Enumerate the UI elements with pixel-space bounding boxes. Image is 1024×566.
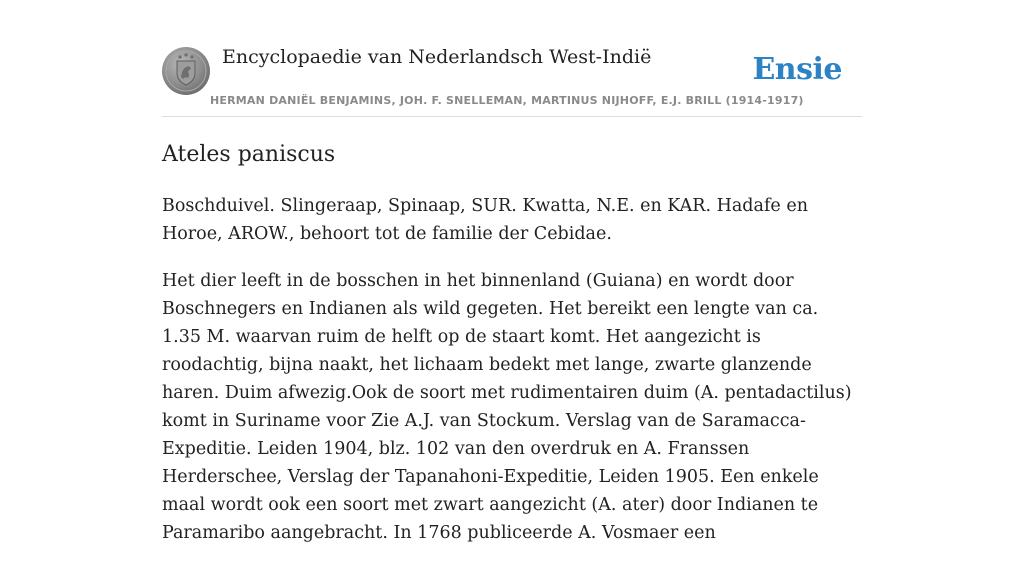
article-paragraph: Het dier leeft in de bosschen in het binnenland (Guiana) en wordt door Boschnegers en Indianen als wild gegeten. Het bereikt een lengte van ca. 1.35 M. waarvan ruim de helft op de staart komt. Het aangezicht is roodachtig, bijna naakt, het lichaam bedekt met lange, zwarte glanzende haren. Duim afwezig.Ook de soort met rudimentairen duim (A. pentadactilus) komt in Suriname voor Zie A.J. van Stockum. Verslag van de Saramacca-Expeditie. Leiden 1904, blz. 102 van den overdruk en A. Franssen Herderschee, Verslag der Tapanahoni-Expeditie, Leiden 1905. Een enkele maal wordt ook een soort met zwart aangezicht (A. ater) door Indianen te Paramaribo aangebracht. In 1768 publiceerde A. Vosmaer een (162, 271, 852, 543)
source-title[interactable]: Encyclopaedie van Nederlandsch West-Indië (222, 46, 652, 68)
article-content (162, 140, 862, 566)
brand-logo[interactable]: Ensie (752, 52, 842, 87)
entry-title: Ateles paniscus (162, 142, 336, 167)
source-header (162, 40, 862, 117)
coat-of-arms-seal-icon (162, 47, 210, 95)
article-paragraph: Boschduivel. Slingeraap, Spinaap, SUR. Kwatta, N.E. en KAR. Hadafe en Horoe, AROW., behoort tot de familie der Cebidae. (162, 196, 808, 244)
source-authors: HERMAN DANIËL BENJAMINS, JOH. F. SNELLEMAN, MARTINUS NIJHOFF, E.J. BRILL (1914-1917) (210, 94, 804, 107)
